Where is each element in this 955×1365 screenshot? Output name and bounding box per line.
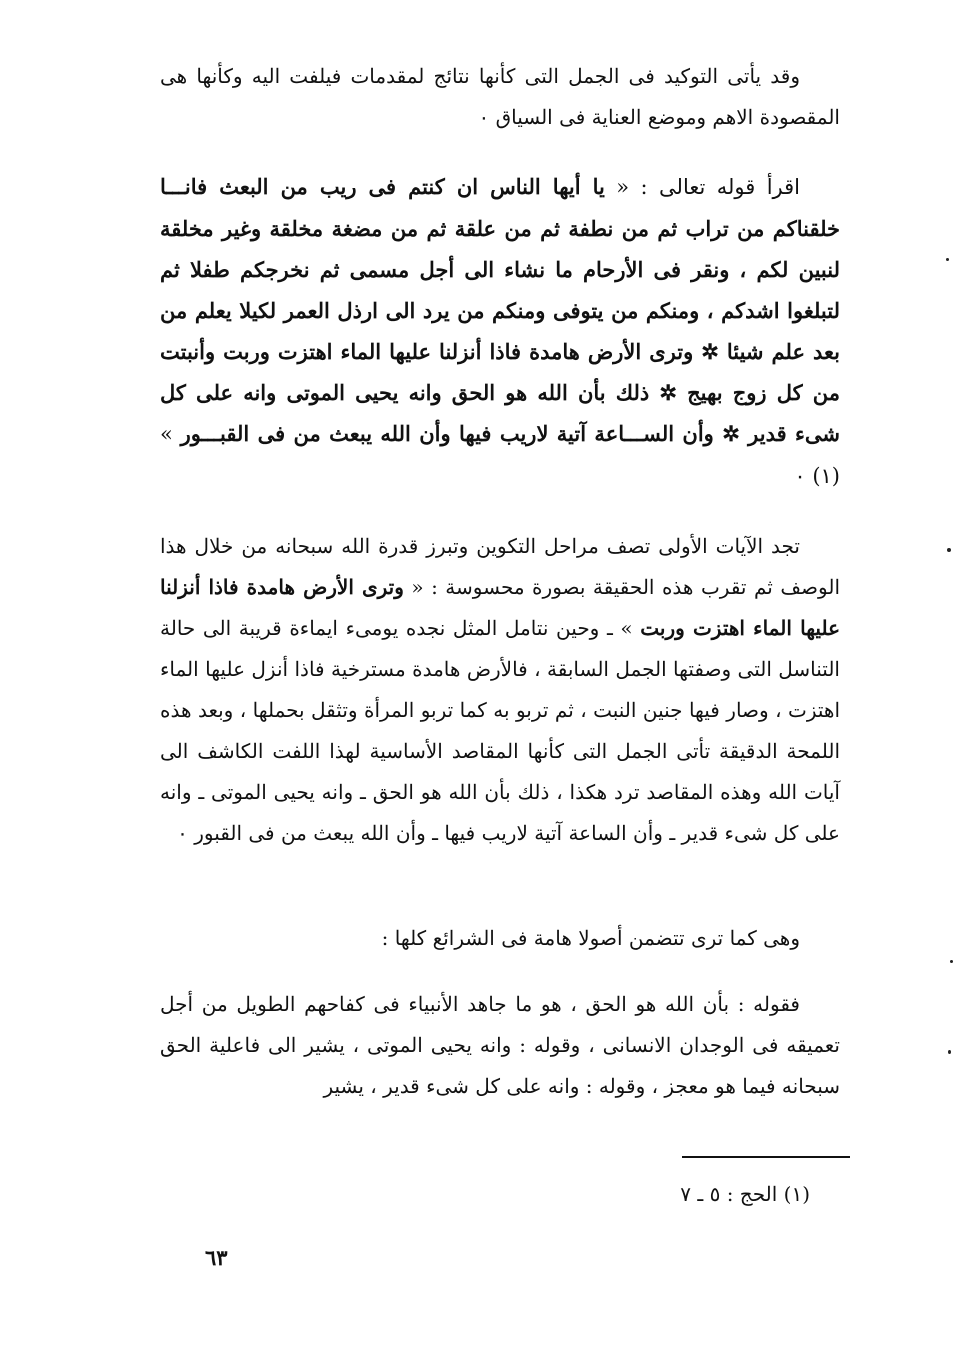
quran-quote-paragraph <box>160 166 840 497</box>
scan-speck <box>950 960 953 963</box>
quote-closing-text: » (١) ٠ <box>160 422 840 488</box>
scan-speck <box>948 1050 951 1054</box>
footnote: (١) الحج : ٥ ـ ٧ <box>680 1182 810 1206</box>
summary-text: وهى كما ترى تتضمن أصولا هامة فى الشرائع كلها : <box>381 926 800 950</box>
explanation-paragraph <box>160 526 840 854</box>
scan-speck <box>946 258 949 261</box>
detail-text: فقوله : بأن الله هو الحق ، هو ما جاهد الأنبياء فى كفاحهم الطويل من أجل تعميقه فى الوجدان الانسانى ، وقوله : وانه يحيى الموتى ، يشير الى فاعلية الحق سبحانه فيما هو معجز ، وقوله : وانه على كل شىء قدير ، يشير <box>160 992 840 1098</box>
intro-paragraph <box>160 56 840 138</box>
footnote-divider <box>682 1156 850 1158</box>
quote-verse-text: يا أيها الناس ان كنتم فى ريب من البعث فانـــا خلقناكم من تراب ثم من نطفة ثم من علقة ثم من مضغة مخلقة وغير مخلقة لنبين لكم ، ونقر فى الأرحام ما نشاء الى أجل مسمى ثم نخرجكم طفلا ثم لتبلغوا اشدكم ، ومنكم من يتوفى ومنكم من يرد الى ارذل العمر لكيلا يعلم من بعد علم شيئا ✲ وترى الأرض هامدة فاذا أنزلنا عليها الماء اهتزت وربت وأنبتت من كل زوج بهيج ✲ ذلك بأن الله هو الحق وانه يحيى الموتى وانه على كل شىء قدير ✲ وأن الســـاعة آتية لاريب فيها وأن الله يبعث من فى القبـــور <box>160 174 840 446</box>
summary-paragraph <box>160 918 840 959</box>
intro-text: وقد يأتى التوكيد فى الجمل التى كأنها نتائج لمقدمات فيلفت اليه وكأنها هى المقصودة الاهم وموضع العناية فى السياق ٠ <box>160 64 840 129</box>
scan-speck <box>947 548 951 552</box>
quote-intro-text: اقرأ قوله تعالى : « <box>604 175 800 199</box>
explanation-quoted-verse: وترى الأرض هامدة فاذا أنزلنا عليها الماء اهتزت وربت <box>160 575 841 640</box>
page-number: ٦٣ <box>205 1245 228 1270</box>
explanation-rest-text: » ـ وحين نتامل المثل نجده يومىء ايماءة قريبة الى حالة التناسل التى وصفتها الجمل السابقة ، فالأرض هامدة مسترخية فاذا أنزل عليها الماء اهتزت ، وصار فيها جنين النبت ، ثم تربو به كما تربو المرأة وتثقل بحملها ، وبعد هذه اللمحة الدقيقة تأتى الجمل التى كأنها المقاصد الأساسية لهذا اللفت الكاشف الى آيات الله وهذه المقاصد ترد هكذا ، ذلك بأن الله هو الحق ـ وانه يحيى الموتى ـ وانه على كل شىء قدير ـ وأن الساعة آتية لاريب فيها ـ وأن الله يبعث من فى القبور ٠ <box>160 616 840 845</box>
explanation-start-text: تجد الآيات الأولى تصف مراحل التكوين وتبرز قدرة الله سبحانه من خلال هذا الوصف ثم تقرب هذه الحقيقة بصورة محسوسة : « <box>160 534 840 599</box>
detail-paragraph <box>160 984 840 1107</box>
